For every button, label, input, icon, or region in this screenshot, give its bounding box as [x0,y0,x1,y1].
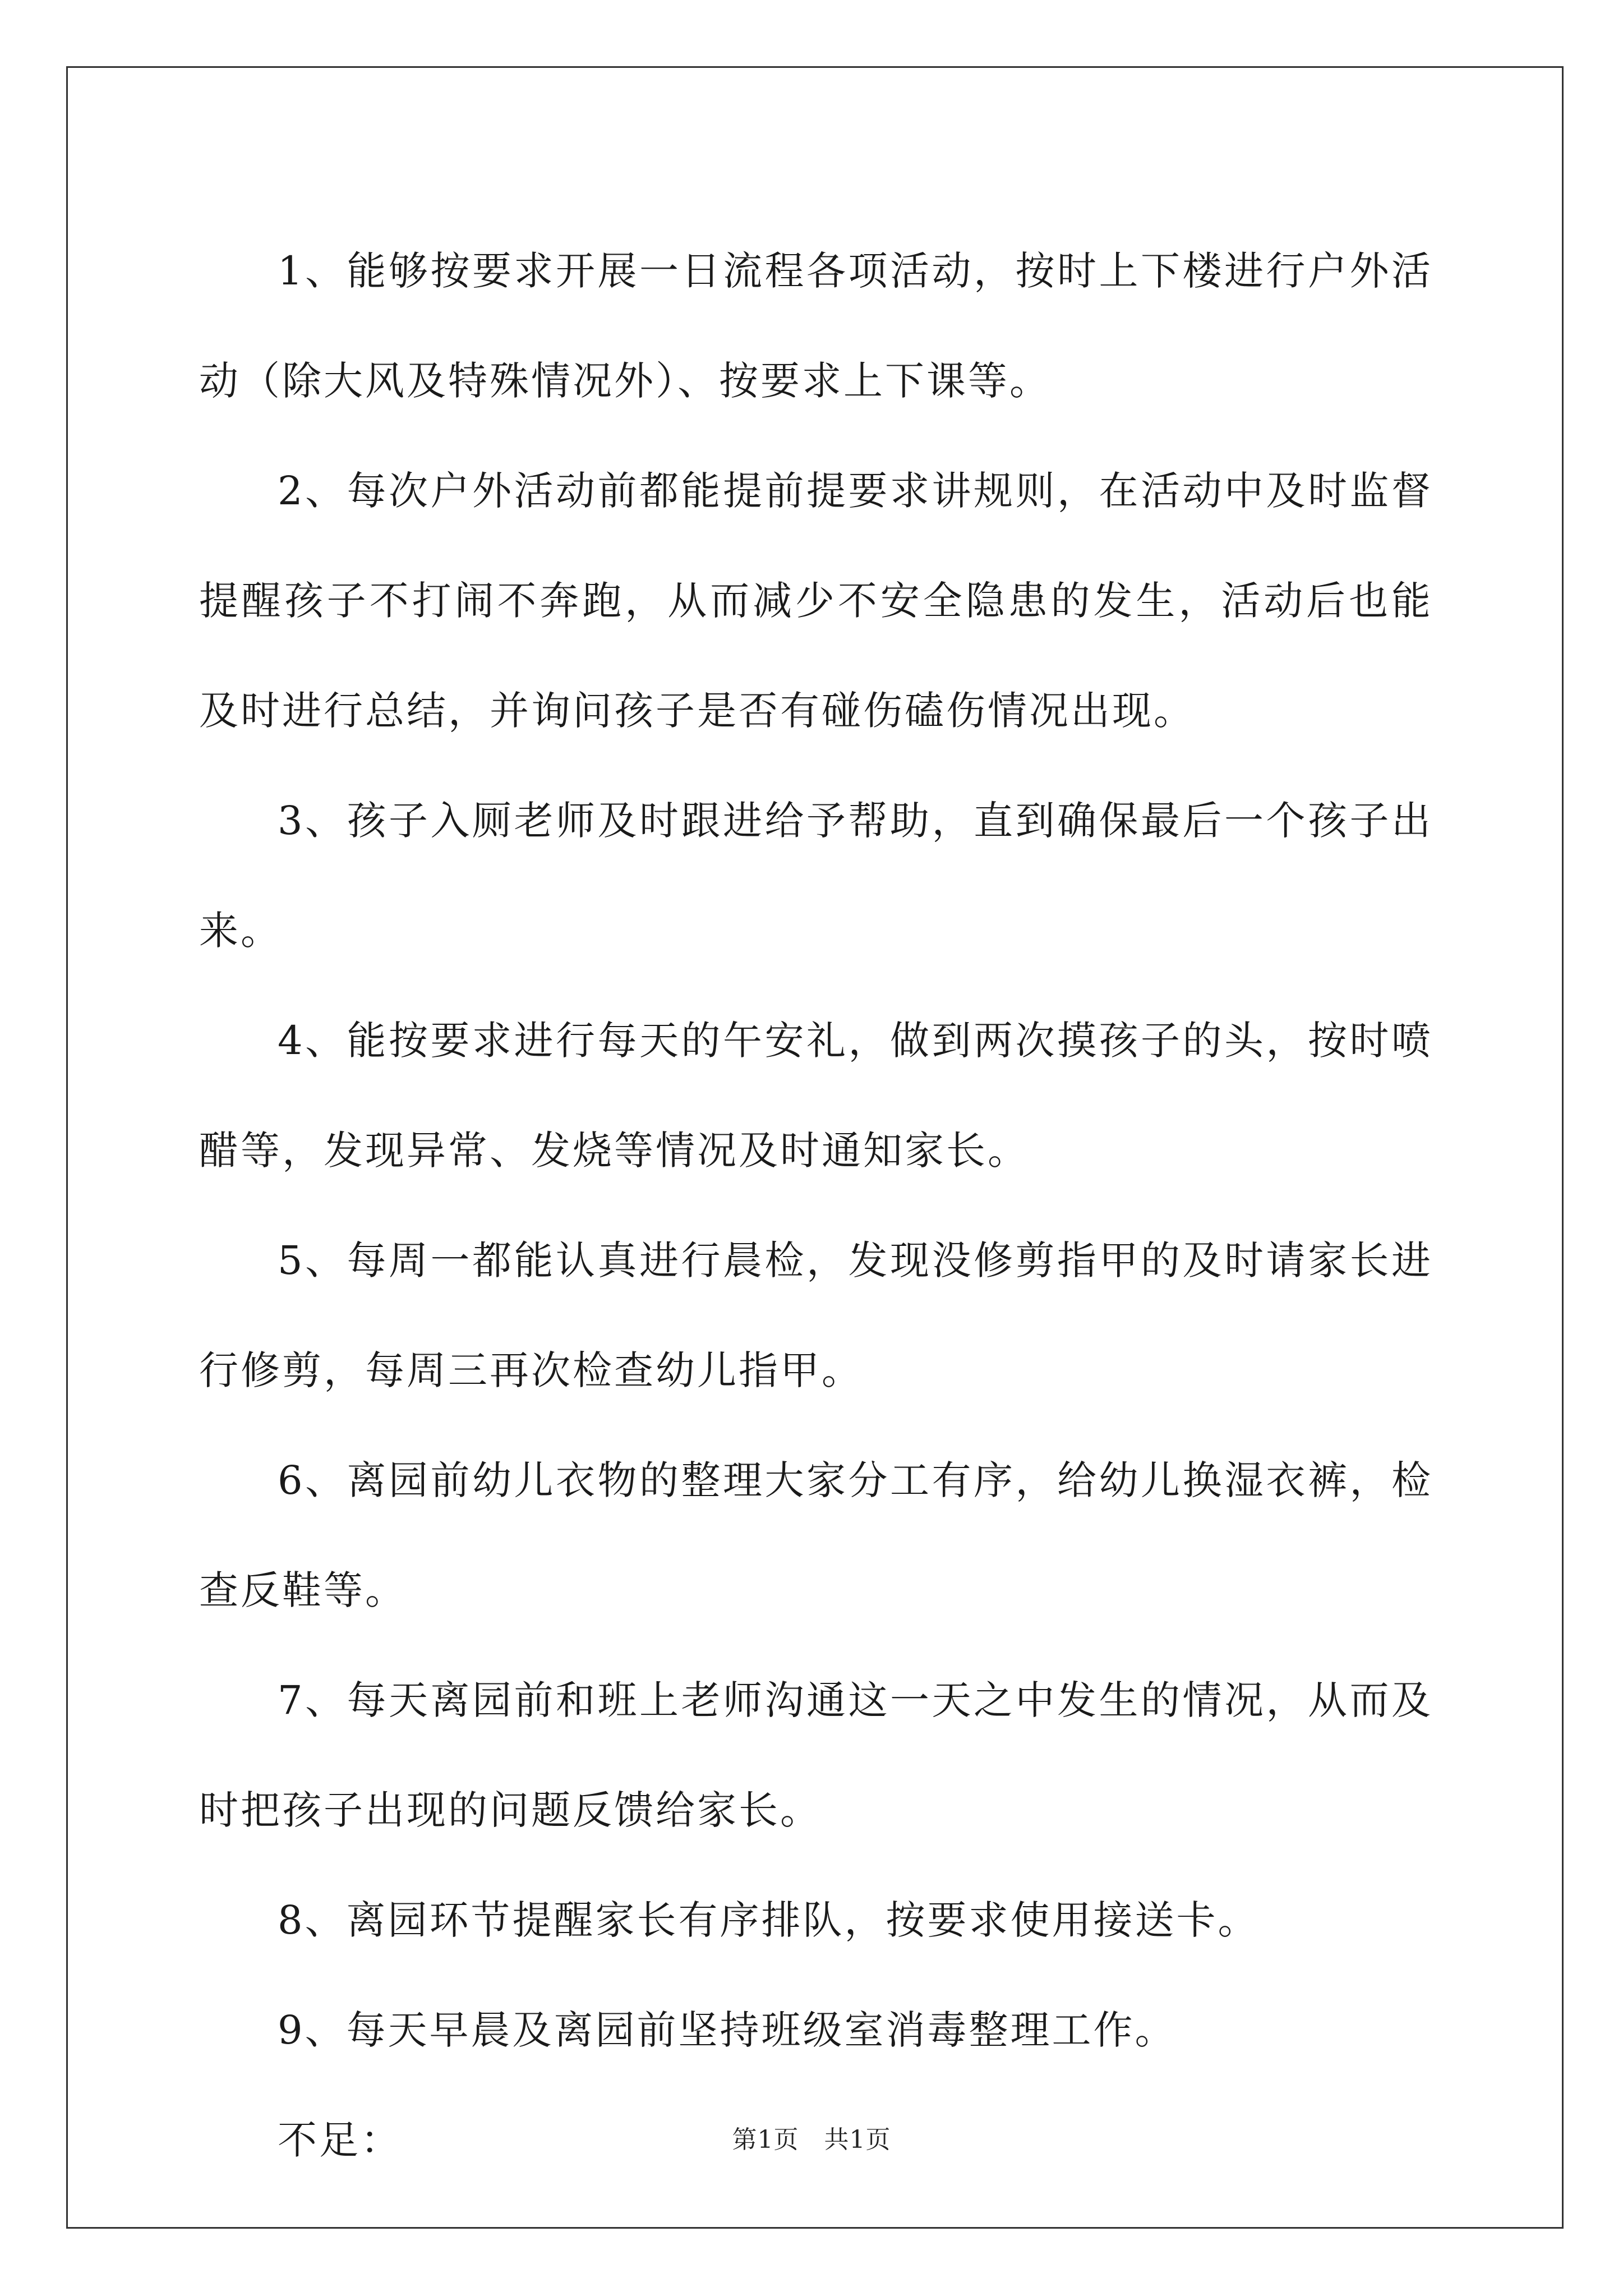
paragraph-shortcomings: 不足： [278,2117,402,2163]
paragraph-5: 5、每周一都能认真进行晨检，发现没修剪指甲的及时请家长进行修剪，每周三再次检查幼儿指甲。 [199,1237,1433,1393]
page-number-footer: 第1页 共1页 [732,2125,891,2154]
paragraph-4: 4、能按要求进行每天的午安礼，做到两次摸孩子的头，按时喷醋等，发现异常、发烧等情况及时通知家长。 [199,1018,1433,1174]
paragraph-7: 7、每天离园前和班上老师沟通这一天之中发生的情况，从而及时把孩子出现的问题反馈给家长。 [199,1677,1433,1833]
paragraph-2: 2、每次户外活动前都能提前提要求讲规则，在活动中及时监督提醒孩子不打闹不奔跑，从而减少不安全隐患的发生，活动后也能及时进行总结，并询问孩子是否有碰伤磕伤情况出现。 [199,468,1433,734]
paragraph-9: 9、每天早晨及离园前坚持班级室消毒整理工作。 [278,2007,1177,2053]
paragraph-6: 6、离园前幼儿衣物的整理大家分工有序，给幼儿换湿衣裤，检查反鞋等。 [199,1457,1433,1613]
paragraph-8: 8、离园环节提醒家长有序排队，按要求使用接送卡。 [278,1897,1260,1943]
paragraph-1: 1、能够按要求开展一日流程各项活动，按时上下楼进行户外活动（除大风及特殊情况外）、按要求上下课等。 [199,248,1433,404]
paragraph-3: 3、孩子入厕老师及时跟进给予帮助，直到确保最后一个孩子出来。 [199,798,1433,954]
document-body [199,216,1433,2195]
